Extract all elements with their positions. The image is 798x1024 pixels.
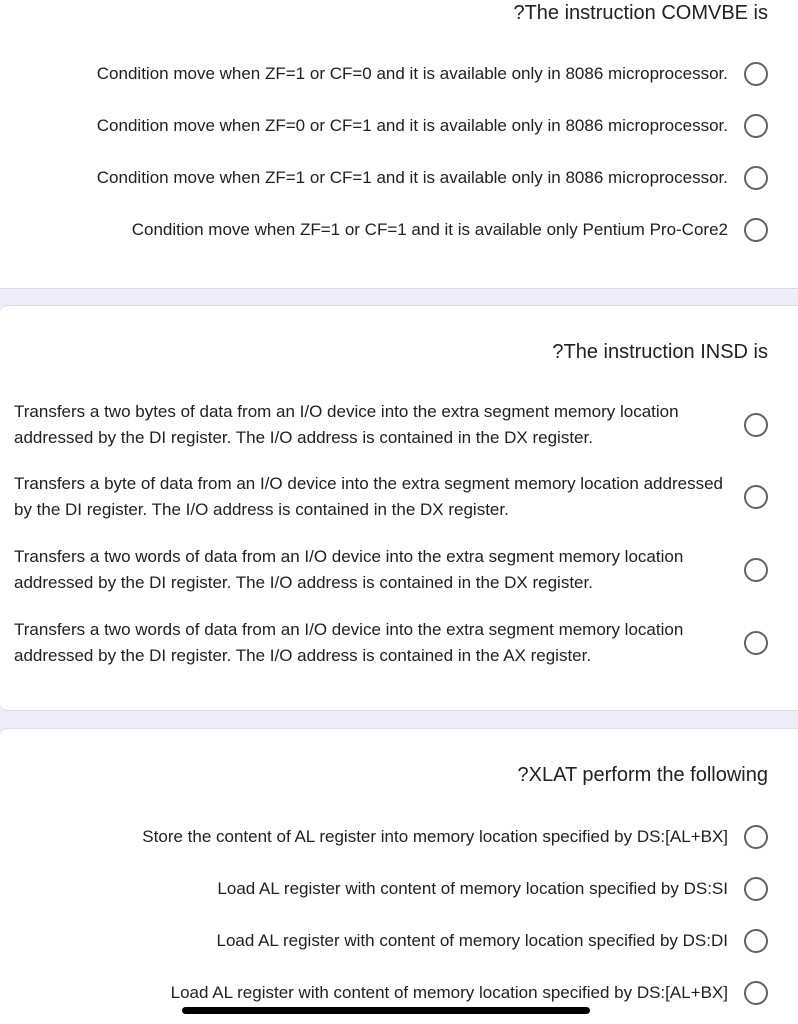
- question-title: ?The instruction INSD is: [552, 341, 768, 363]
- option-row[interactable]: [14, 617, 768, 669]
- option-label: Transfers a byte of data from an I/O device into the extra segment memory location addressed by the DI register. The I/O address is contained in the DX register.: [14, 474, 723, 519]
- option-label: Load AL register with content of memory location specified by DS:[AL+BX]: [170, 983, 728, 1002]
- question-card-xlat: [0, 728, 798, 1024]
- radio-button[interactable]: [744, 485, 768, 509]
- radio-button[interactable]: [744, 981, 768, 1005]
- option-label: Condition move when ZF=1 or CF=1 and it is available only in 8086 microprocessor.: [96, 168, 728, 187]
- radio-button[interactable]: [744, 825, 768, 849]
- option-label: Condition move when ZF=0 or CF=1 and it is available only in 8086 microprocessor.: [96, 116, 728, 135]
- option-row[interactable]: [14, 544, 768, 596]
- option-row[interactable]: [14, 471, 768, 523]
- option-row[interactable]: [14, 399, 768, 451]
- option-label: Store the content of AL register into memory location specified by DS:[AL+BX]: [142, 827, 728, 846]
- question-card-insd: [0, 305, 798, 711]
- radio-button[interactable]: [744, 558, 768, 582]
- option-label: Transfers a two words of data from an I/O device into the extra segment memory location addressed by the DI register. The I/O address is contained in the DX register.: [14, 547, 684, 592]
- option-row[interactable]: [217, 876, 768, 902]
- option-row[interactable]: [97, 61, 768, 87]
- option-row[interactable]: [97, 113, 768, 139]
- radio-button[interactable]: [744, 114, 768, 138]
- radio-button[interactable]: [744, 631, 768, 655]
- radio-button[interactable]: [744, 929, 768, 953]
- option-label: Transfers a two words of data from an I/O device into the extra segment memory location addressed by the DI register. The I/O address is contained in the AX register.: [14, 620, 684, 665]
- option-label: Load AL register with content of memory location specified by DS:SI: [217, 879, 728, 898]
- option-row[interactable]: [142, 824, 768, 850]
- radio-button[interactable]: [744, 877, 768, 901]
- radio-button[interactable]: [744, 166, 768, 190]
- radio-button[interactable]: [744, 413, 768, 437]
- option-label: Load AL register with content of memory location specified by DS:DI: [216, 931, 728, 950]
- home-indicator-bar[interactable]: [182, 1007, 590, 1014]
- option-label: Transfers a two bytes of data from an I/O device into the extra segment memory location addressed by the DI register. The I/O address is contained in the DX register.: [14, 402, 679, 447]
- question-title: ?XLAT perform the following: [517, 764, 768, 786]
- option-label: Condition move when ZF=1 or CF=1 and it is available only Pentium Pro-Core2: [131, 220, 728, 239]
- option-row[interactable]: [97, 165, 768, 191]
- radio-button[interactable]: [744, 218, 768, 242]
- radio-button[interactable]: [744, 62, 768, 86]
- option-row[interactable]: [216, 928, 768, 954]
- question-card-comvbe: [0, 0, 798, 289]
- option-label: Condition move when ZF=1 or CF=0 and it is available only in 8086 microprocessor.: [96, 64, 728, 83]
- option-row[interactable]: [171, 980, 768, 1006]
- question-title: ?The instruction COMVBE is: [513, 2, 768, 24]
- option-row[interactable]: [132, 217, 768, 243]
